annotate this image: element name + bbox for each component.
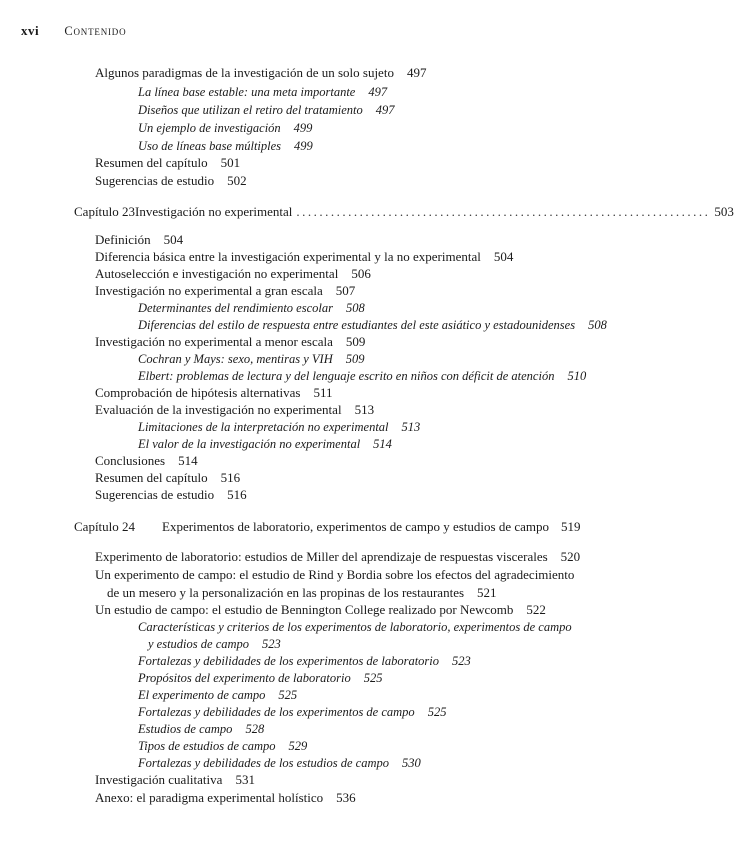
toc-entry-title: Fortalezas y debilidades de los experimentos de campo (138, 705, 415, 719)
toc-entry-title: Un experimento de campo: el estudio de Rind y Bordia sobre los efectos del agradecimiento (95, 567, 575, 582)
toc-entry-page: 525 (427, 705, 447, 719)
toc-entry-page: 513 (401, 420, 421, 434)
chapter-page: 503 (714, 204, 734, 219)
toc-entry-page: 497 (375, 103, 395, 117)
toc-entry-title: Estudios de campo (138, 722, 233, 736)
toc-entry-title: Conclusiones (95, 453, 166, 468)
toc-entry-title: Un estudio de campo: el estudio de Bennington College realizado por Newcomb (95, 602, 514, 617)
toc-entry[interactable] (95, 401, 374, 419)
toc-entry-page: 510 (567, 369, 587, 383)
toc-entry-page: 529 (288, 739, 308, 753)
toc-entry-title: Sugerencias de estudio (95, 487, 215, 502)
toc-entry-title: Definición (95, 232, 151, 247)
toc-entry-continued[interactable] (107, 584, 497, 602)
toc-entry-title: Limitaciones de la interpretación no experimental (138, 420, 389, 434)
toc-entry-page: 508 (588, 318, 607, 332)
chapter-24-heading[interactable] (74, 518, 581, 536)
toc-entry-page: 525 (363, 671, 383, 685)
chapter-page: 519 (561, 519, 581, 534)
toc-entry-title: Tipos de estudios de campo (138, 739, 276, 753)
chapter-title: Experimentos de laboratorio, experimentos de campo y estudios de campo (162, 519, 549, 534)
toc-entry-page: 509 (345, 352, 365, 366)
toc-entry-page: 516 (220, 470, 241, 485)
toc-entry-page: 511 (313, 385, 333, 400)
toc-entry-title: La línea base estable: una meta importante (138, 85, 356, 99)
toc-entry-page: 499 (294, 139, 313, 153)
toc-entry-title: Cochran y Mays: sexo, mentiras y VIH (138, 352, 333, 366)
toc-subentry-continued[interactable] (148, 635, 281, 653)
toc-entry[interactable] (95, 601, 546, 619)
toc-entry[interactable] (95, 265, 371, 283)
toc-entry-title: Anexo: el paradigma experimental holístico (95, 790, 324, 805)
toc-entry-title: El valor de la investigación no experimental (138, 437, 361, 451)
toc-subentry[interactable] (138, 754, 421, 772)
toc-entry-page: 528 (245, 722, 265, 736)
running-title: Contenido (64, 24, 127, 38)
toc-entry-title: Diseños que utilizan el retiro del tratamiento (138, 103, 363, 117)
toc-entry-page: 525 (278, 688, 298, 702)
toc-entry-title: Comprobación de hipótesis alternativas (95, 385, 301, 400)
page-number: xvi (21, 23, 40, 38)
toc-subentry[interactable] (138, 652, 471, 670)
toc-entry-title: Determinantes del rendimiento escolar (138, 301, 333, 315)
toc-entry-title: Investigación cualitativa (95, 772, 223, 787)
toc-entry-title: Autoselección e investigación no experimental (95, 266, 339, 281)
toc-subentry[interactable] (138, 367, 586, 385)
toc-entry-title: Algunos paradigmas de la investigación de un solo sujeto (95, 65, 394, 80)
toc-entry-title: Resumen del capítulo (95, 155, 208, 170)
toc-subentry[interactable] (138, 83, 387, 101)
toc-entry-page: 509 (345, 334, 366, 349)
toc-entry-page: 507 (335, 283, 356, 298)
toc-subentry[interactable] (138, 618, 572, 636)
toc-entry[interactable] (95, 248, 513, 266)
toc-entry-page: 516 (227, 487, 247, 502)
toc-entry-page: 521 (477, 585, 497, 600)
toc-subentry[interactable] (138, 137, 313, 155)
toc-entry-title: Diferencias del estilo de respuesta entre estudiantes del este asiático y estadounidenses (138, 318, 576, 332)
toc-subentry[interactable] (138, 101, 395, 119)
toc-entry[interactable] (95, 452, 198, 470)
toc-entry-page: 523 (262, 637, 281, 651)
toc-entry-page: 497 (368, 85, 388, 99)
toc-entry-title: Experimento de laboratorio: estudios de Miller del aprendizaje de respuestas viscerales (95, 549, 548, 564)
toc-entry[interactable] (95, 789, 356, 807)
dot-leader: ........................................................................ (296, 204, 711, 219)
toc-entry-page: 536 (336, 790, 356, 805)
toc-entry-page: 513 (354, 402, 375, 417)
toc-entry-page: 504 (493, 249, 514, 264)
toc-entry-title: de un mesero y la personalización en las propinas de los restaurantes (107, 585, 465, 600)
toc-entry-title: Investigación no experimental a menor escala (95, 334, 333, 349)
toc-entry-page: 501 (220, 155, 241, 170)
toc-entry-page: 502 (227, 173, 247, 188)
toc-entry[interactable] (95, 548, 580, 566)
toc-entry[interactable] (95, 486, 247, 504)
toc-entry-title: Resumen del capítulo (95, 470, 208, 485)
toc-subentry[interactable] (138, 737, 307, 755)
toc-entry[interactable] (95, 333, 365, 351)
toc-entry-title: Fortalezas y debilidades de los experimentos de laboratorio (138, 654, 440, 668)
toc-entry-title: Propósitos del experimento de laboratorio (138, 671, 351, 685)
toc-entry-page: 504 (163, 232, 184, 247)
toc-entry-page: 508 (345, 301, 365, 315)
toc-entry-title: Sugerencias de estudio (95, 173, 215, 188)
toc-entry[interactable] (95, 154, 240, 172)
toc-entry-title: Un ejemplo de investigación (138, 121, 281, 135)
toc-entry-page: 530 (402, 756, 421, 770)
toc-entry[interactable] (95, 771, 255, 789)
toc-subentry[interactable] (138, 669, 382, 687)
toc-entry-page: 523 (452, 654, 471, 668)
toc-entry-page: 514 (178, 453, 198, 468)
toc-entry-page: 497 (406, 65, 427, 80)
page-header (21, 23, 126, 39)
chapter-23-heading[interactable] (74, 203, 734, 221)
toc-entry-title: Uso de líneas base múltiples (138, 139, 282, 153)
toc-subentry[interactable] (138, 686, 297, 704)
toc-entry-page: 499 (293, 121, 313, 135)
toc-entry[interactable] (95, 231, 183, 249)
toc-entry-title: El experimento de campo (138, 688, 266, 702)
chapter-label: Capítulo 24 (74, 519, 136, 534)
toc-subentry[interactable] (138, 418, 420, 436)
toc-entry-title: Características y criterios de los experimentos de laboratorio, experimentos de campo (138, 620, 572, 634)
toc-entry[interactable] (95, 282, 355, 300)
toc-entry[interactable] (95, 469, 240, 487)
toc-entry-page: 506 (351, 266, 371, 281)
toc-subentry[interactable] (138, 299, 365, 317)
toc-entry-title: y estudios de campo (148, 637, 250, 651)
toc-entry-title: Diferencia básica entre la investigación experimental y la no experimental (95, 249, 481, 264)
toc-subentry[interactable] (138, 316, 607, 334)
toc-entry[interactable] (95, 172, 247, 190)
toc-entry-title: Fortalezas y debilidades de los estudios de campo (138, 756, 390, 770)
toc-entry-page: 522 (526, 602, 546, 617)
toc-entry-page: 514 (373, 437, 392, 451)
toc-entry[interactable] (95, 566, 574, 584)
chapter-title: Investigación no experimental (135, 204, 293, 219)
toc-subentry[interactable] (138, 435, 392, 453)
toc-entry-title: Elbert: problemas de lectura y del lenguaje escrito en niños con déficit de atención (138, 369, 555, 383)
toc-entry-title: Evaluación de la investigación no experimental (95, 402, 342, 417)
toc-entry[interactable] (95, 64, 426, 82)
toc-subentry[interactable] (138, 119, 312, 137)
toc-entry-page: 531 (235, 772, 255, 787)
toc-subentry[interactable] (138, 350, 365, 368)
chapter-label: Capítulo 23 (74, 204, 136, 219)
toc-subentry[interactable] (138, 703, 446, 721)
toc-entry[interactable] (95, 384, 332, 402)
toc-subentry[interactable] (138, 720, 264, 738)
toc-entry-page: 520 (560, 549, 581, 564)
toc-entry-title: Investigación no experimental a gran escala (95, 283, 323, 298)
